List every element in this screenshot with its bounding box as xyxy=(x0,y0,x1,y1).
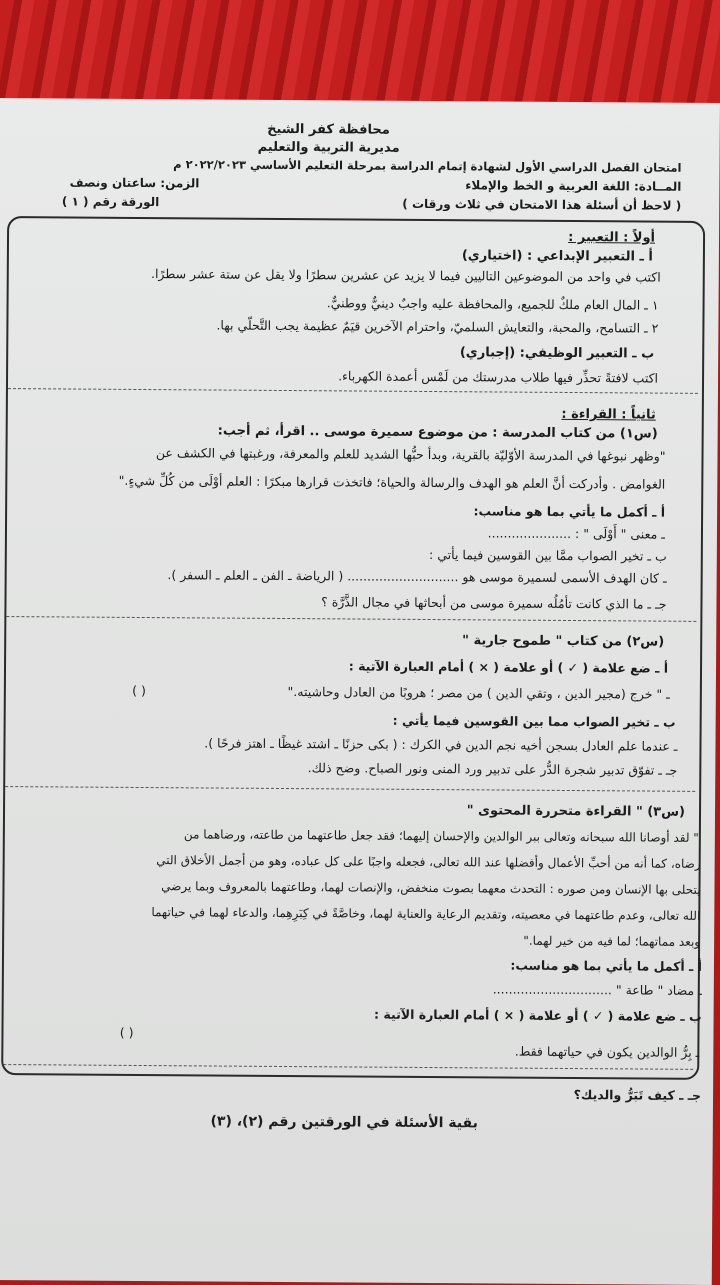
q3-part-a-1: ـ مضاد " طاعة " .............................. xyxy=(492,981,702,998)
q1-part-a: أ ـ أكمل ما يأتي بما هو مناسب: xyxy=(473,503,666,520)
q1-part-c: جـ ـ ما الذي كانت تأمُلُه سميرة موسى من أبحاثها في مجال الذَّرَّة ؟ xyxy=(321,594,667,612)
topic-1: ١ ـ المال العام ملكٌ للجميع، والمحافظة عليه واجبٌ دينيٌّ ووطنيٌّ. xyxy=(326,295,659,313)
creative-heading: أ ـ التعبير الإبداعي : (اختياري) xyxy=(461,248,653,265)
exam-note: ( لاحظ أن أسئلة هذا الامتحان في ثلاث ورقات ) xyxy=(402,196,682,213)
section1-title: أولاً : التعبير : xyxy=(568,229,656,246)
subject-label: المــادة: اللغة العربية و الخط والإملاء xyxy=(465,178,682,194)
q3-passage-line-1: " لقد أوصانا الله سبحانه وتعالى ببر الوالدين والإحسان إليهما؛ فقد جعل طاعتهما من طاعته، ورضاهما من xyxy=(183,827,699,845)
q3-part-b-1: ـ بِرُّ الوالدين يكون في حياتهما فقط. xyxy=(514,1043,700,1060)
topic-2: ٢ ـ التسامح، والمحبة، والتعايش السلميّ، واحترام الآخرين قيَمٌ عظيمة يجب التَّحلّي بها. xyxy=(216,317,659,336)
q3-heading: (س٣) " القراءة متحررة المحتوى " xyxy=(466,803,686,820)
q2-part-a-1-answer-box: ( ) xyxy=(132,682,146,699)
exam-paper xyxy=(0,98,720,1285)
functional-heading: ب ـ التعبير الوظيفي: (إجباري) xyxy=(459,345,655,362)
q2-part-b-1: ـ عندما علم العادل بسجن أخيه نجم الدين في الكرك : ( بكى حزنًا ـ اشتد غيظًا ـ اهتز فرحًا ). xyxy=(204,735,678,754)
time-label: الزمن: ساعتان ونصف xyxy=(69,175,200,191)
footer-note: بقية الأسئلة في الورقتين رقم (٢)، (٣) xyxy=(210,1113,478,1132)
governorate-label: محافظة كفر الشيخ xyxy=(267,121,390,138)
q3-passage-line-4: الله تعالى، وعدم طاعتهما في معصيته، وتقديم الرعاية والعناية لهما، وخاصَّةً في كِبَرِهِما، والدعاء لهما في حياتهما xyxy=(151,905,701,923)
q1-passage-line-2: الغوامض . وأدركت أنَّ العلم هو الهدف والرسالة والحياة؛ فاتخذت قرارها مبكرًا : العلم أوْلَى من كُلِّ شيءٍ." xyxy=(118,472,666,492)
creative-instruction: اكتب في واحد من الموضوعين التاليين فيما لا يزيد عن عشرين سطرًا ولا يقل عن ستة عشر سطرًا. xyxy=(150,266,661,285)
section2-title: ثانياً : القراءة : xyxy=(561,406,656,423)
q2-part-a-1: ـ " خرج (مجير الدين ، وتقي الدين ) من مصر ؛ هروبًا من العادل وحاشيته." xyxy=(287,684,670,702)
q1-part-b-1: ـ كان الهدف الأسمى لسميرة موسى هو ............................ ( الرياضة ـ الفن ـ العلم ـ السفر ). xyxy=(167,567,667,586)
sheet-number: الورقة رقم ( ١ ) xyxy=(61,194,160,210)
exam-title: امتحان الفصل الدراسي الأول لشهادة إتمام الدراسة بمرحلة التعليم الأساسي ٢٠٢٢/٢٠٢٣ م xyxy=(173,157,682,175)
q1-part-b: ب ـ تخير الصواب ممَّا بين القوسين فيما يأتي : xyxy=(429,547,667,564)
q3-part-b-1-answer-box: ( ) xyxy=(119,1024,134,1040)
q2-part-c: جـ ـ تفوّق تدبير شجرة الدُّر على تدبير ورد المنى ونور الصباح. وضح ذلك. xyxy=(307,760,678,778)
q2-part-b: ب ـ تخير الصواب مما بين القوسين فيما يأتي : xyxy=(392,712,676,730)
q1-heading: (س١) من كتاب المدرسة : من موضوع سميرة موسى .. اقرأ، ثم أجب: xyxy=(217,423,658,442)
q1-passage-line-1: "وظهر نبوغها في المدرسة الأوّليّة بالقرية، وبدأ حبُّها الشديد للعلم والمعرفة، ورغبتها في الكشف عن xyxy=(155,445,666,464)
q3-part-b: ب ـ ضع علامة ( ✓ ) أو علامة ( × ) أمام العبارة الآتية : xyxy=(374,1006,702,1024)
q3-passage-line-5: وبعد مماتهما؛ لما فيه من خير لهما." xyxy=(523,933,701,949)
functional-instruction: اكتب لافتةً تحذِّر فيها طلاب مدرستك من لَمْس أعمدة الكهرباء. xyxy=(338,368,659,386)
q2-part-a: أ ـ ضع علامة ( ✓ ) أو علامة ( × ) أمام العبارة الآتية : xyxy=(348,658,669,676)
directorate-label: مديرية التربية والتعليم xyxy=(257,139,400,156)
q3-part-c: جـ ـ كيف تَبَرُّ والديك؟ xyxy=(573,1087,702,1103)
q3-passage-line-2: رضاه، كما أنه من أحبِّ الأعمال وأفضلها عند الله تعالى، فجعله واجبًا على كل عباده، وهو من أجمل الأخلاق التي xyxy=(156,853,701,871)
q3-part-a: أ ـ أكمل ما يأتي بما هو مناسب: xyxy=(510,957,703,974)
q2-heading: (س٢) من كتاب " طموح جارية " xyxy=(462,633,665,650)
q3-passage-line-3: يتحلى بها الإنسان ومن صوره : التحدث معهما بصوت منخفض، والإنصات لهما، وطاعتهما بالمعروف وبما يرضي xyxy=(161,879,701,897)
q1-part-a-1: ـ معنى " أَوْلَى " : ..................... xyxy=(487,525,666,542)
